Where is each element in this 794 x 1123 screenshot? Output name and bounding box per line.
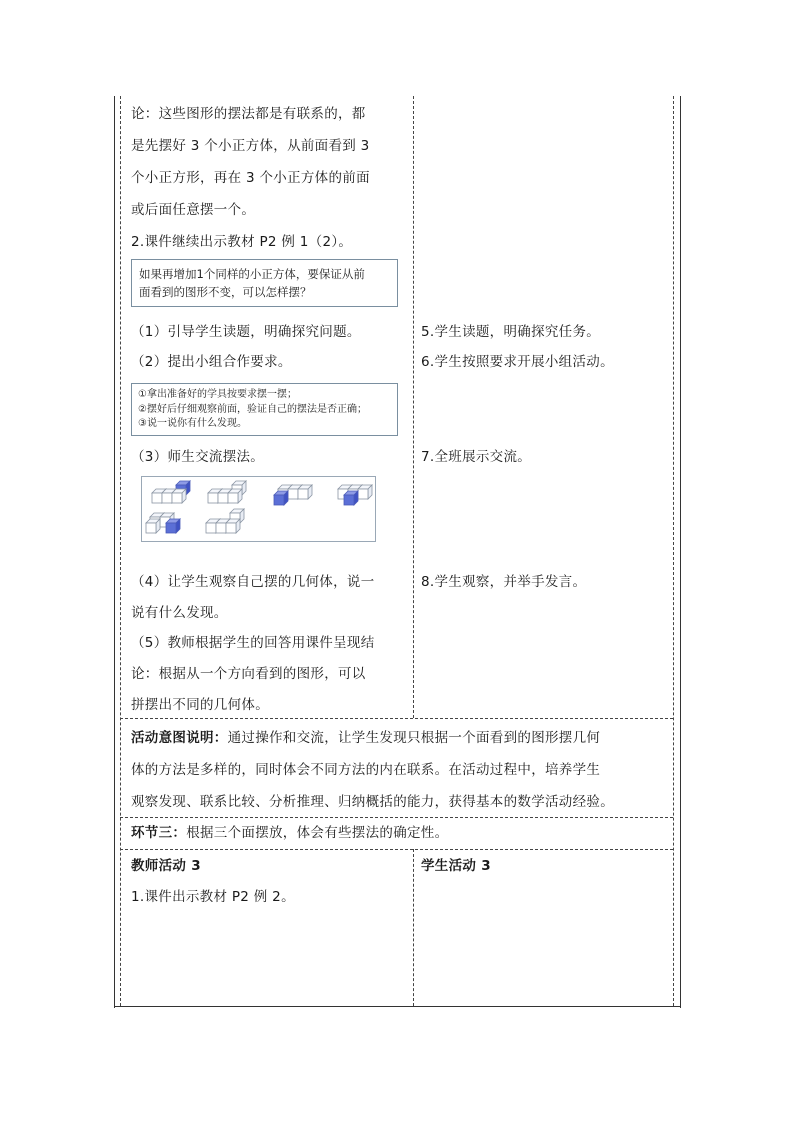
arrangement-6 xyxy=(206,509,244,533)
table-left-dashed xyxy=(120,96,121,1006)
frame-bottom-border xyxy=(114,1006,681,1007)
cube-arrangements-svg xyxy=(142,477,375,541)
requirements-box xyxy=(131,383,398,436)
requirement-1: ①拿出准备好的学具按要求摆一摆； xyxy=(138,389,297,400)
arrangement-2 xyxy=(208,481,246,503)
row-divider-intent xyxy=(120,718,673,719)
step-5-line-1: （5）教师根据学生的回答用课件呈现结 xyxy=(131,635,375,651)
table-right-dashed xyxy=(673,96,674,1006)
section-3-text: 根据三个面摆放，体会有些摆法的确定性。 xyxy=(186,825,449,841)
requirement-3: ③说一说你有什么发现。 xyxy=(138,418,247,429)
conclusion-line-4: 或后面任意摆一个。 xyxy=(131,202,256,218)
teacher-activity-3-item-1: 1.课件出示教材 P2 例 2。 xyxy=(131,889,295,905)
column-divider-upper xyxy=(413,96,414,718)
step-4-line-2: 说有什么发现。 xyxy=(131,605,228,621)
teacher-activity-3-header: 教师活动 3 xyxy=(131,858,201,874)
frame-left-border xyxy=(114,96,115,1008)
intent-line-1 xyxy=(131,728,600,748)
conclusion-line-3: 个小正方形，再在 3 个小正方体的前面 xyxy=(131,170,370,186)
row-divider-activity3 xyxy=(120,849,673,850)
section-3-label: 环节三： xyxy=(131,825,187,841)
arrangement-4 xyxy=(338,485,372,505)
intent-line-2: 体的方法是多样的，同时体会不同方法的内在联系。在活动过程中，培养学生 xyxy=(131,762,601,778)
question-box-line-2: 面看到的图形不变，可以怎样摆？ xyxy=(139,285,312,299)
arrangement-1 xyxy=(152,481,190,503)
intent-label: 活动意图说明： xyxy=(131,730,228,746)
conclusion-line-1: 论：这些图形的摆法都是有联系的，都 xyxy=(131,106,366,122)
step-3: （3）师生交流摆法。 xyxy=(131,449,265,465)
step-5-line-2: 论：根据从一个方向看到的图形，可以 xyxy=(131,666,366,682)
question-box-line-1: 如果再增加1个同样的小正方体，要保证从前 xyxy=(139,267,365,281)
step-4-line-1: （4）让学生观察自己摆的几何体，说一 xyxy=(131,574,375,590)
student-step-6: 6.学生按照要求开展小组活动。 xyxy=(421,354,614,370)
frame-right-border xyxy=(680,96,681,1008)
step-2: （2）提出小组合作要求。 xyxy=(131,354,292,370)
student-step-7: 7.全班展示交流。 xyxy=(421,449,532,465)
conclusion-line-2: 是先摆好 3 个小正方体，从前面看到 3 xyxy=(131,138,370,154)
item-2: 2.课件继续出示教材 P2 例 1（2）。 xyxy=(131,234,353,250)
student-step-8: 8.学生观察，并举手发言。 xyxy=(421,574,587,590)
column-divider-lower xyxy=(413,849,414,1006)
row-divider-section3 xyxy=(120,817,673,818)
student-activity-3-header: 学生活动 3 xyxy=(421,858,491,874)
requirement-2: ②摆好后仔细观察前面，验证自己的摆法是否正确； xyxy=(138,404,367,415)
section-3-title xyxy=(131,823,448,843)
arrangement-5 xyxy=(146,513,180,533)
arrangement-3 xyxy=(274,485,312,505)
question-box xyxy=(131,259,398,307)
student-step-5: 5.学生读题，明确探究任务。 xyxy=(421,324,601,340)
intent-line-1-text: 通过操作和交流，让学生发现只根据一个面看到的图形摆几何 xyxy=(227,730,601,746)
step-5-line-3: 拼摆出不同的几何体。 xyxy=(131,697,269,713)
intent-line-3: 观察发现、联系比较、分析推理、归纳概括的能力，获得基本的数学活动经验。 xyxy=(131,794,614,810)
step-1: （1）引导学生读题，明确探究问题。 xyxy=(131,324,361,340)
cube-arrangements-figure xyxy=(141,476,376,542)
